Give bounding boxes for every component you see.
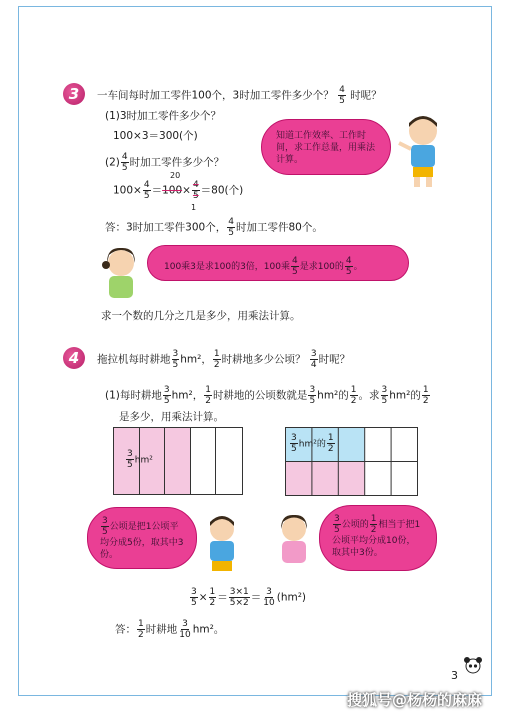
grid2-label: $\frac{3}{5}$ hm²的 $\frac{1}{2}$ <box>291 433 334 454</box>
textbook-page <box>18 6 492 696</box>
girl-speech-bubble: 100乘3是求100的3倍，100乘 $\frac{4}{5}$ 是求100的 $\frac{4}{5}$ 。 <box>147 245 409 281</box>
ex3-part2-label: (2) $\frac{4}{5}$ 时加工零件多少个？ <box>105 152 225 173</box>
cancel-top-20: 20 <box>170 171 181 180</box>
ex4-part1-line2: 是多少，用乘法计算。 <box>119 411 224 423</box>
ex4-part1-line1: (1)每时耕地 $\frac{3}{5}$ hm²， $\frac{1}{2}$ 时耕地的公顷数就是 $\frac{3}{5}$ hm²的 $\frac{1}{2}$ 。求 $\frac{3}{5}$ hm²的 $\frac{1}{2}$ <box>105 385 429 406</box>
grid1-label: $\frac{3}{5}$ hm² <box>127 449 153 470</box>
ex4-question: 拖拉机每时耕地 $\frac{3}{5}$ hm²， $\frac{1}{2}$ 时耕地多少公顷？ $\frac{3}{4}$ 时呢？ <box>97 349 351 370</box>
cancel-bottom-1: 1 <box>191 203 197 212</box>
grid1-cell <box>191 428 217 494</box>
grid1-cell <box>216 428 242 494</box>
page-number: 3 <box>451 669 458 682</box>
right-speech-bubble: $\frac{3}{5}$ 公顷的 $\frac{1}{2}$ 相当于把1公顷平均分成10份，取其中3份。 <box>319 505 437 571</box>
ex3-part1-calc: 100×3＝300(个) <box>113 130 198 142</box>
ex4-answer: 答： $\frac{1}{2}$ 时耕地 $\frac{3}{10}$ hm²。 <box>115 619 225 640</box>
girl-character-icon <box>271 513 317 573</box>
grid1-cell <box>165 428 191 494</box>
ex3-part2-calc: 100× $\frac{4}{5}$ ＝100× $\frac{4}{5}$ ＝80(个) <box>113 180 244 201</box>
boy-character-icon <box>199 513 245 573</box>
example-3-badge: 3 <box>63 83 85 105</box>
boy-speech-bubble: 知道工作效率、工作时间，求工作总量，用乘法计算。 <box>261 119 391 175</box>
girl-character-icon <box>97 245 145 301</box>
ex3-answer: 答：3时加工零件300个， $\frac{4}{5}$ 时加工零件80个。 <box>105 217 323 238</box>
panda-icon <box>463 655 483 675</box>
ex3-summary: 求一个数的几分之几是多少，用乘法计算。 <box>101 310 301 322</box>
ex3-question: 一车间每时加工零件100个，3时加工零件多少个？ $\frac{4}{5}$ 时呢？ <box>97 85 382 106</box>
ex4-calculation: $\frac{3}{5}$ × $\frac{1}{2}$ ＝ $\frac{3\times 1}{5\times 2}$ ＝ $\frac{3}{10}$ (hm²) <box>191 587 307 608</box>
example-4-badge: 4 <box>63 347 85 369</box>
ex3-part1-label: (1)3时加工零件多少个？ <box>105 110 222 122</box>
boy-character-icon <box>397 113 449 189</box>
left-speech-bubble: $\frac{3}{5}$ 公顷是把1公顷平均分成5份，取其中3份。 <box>87 507 197 569</box>
watermark-text: 搜狐号@杨杨的麻麻 <box>346 691 482 709</box>
